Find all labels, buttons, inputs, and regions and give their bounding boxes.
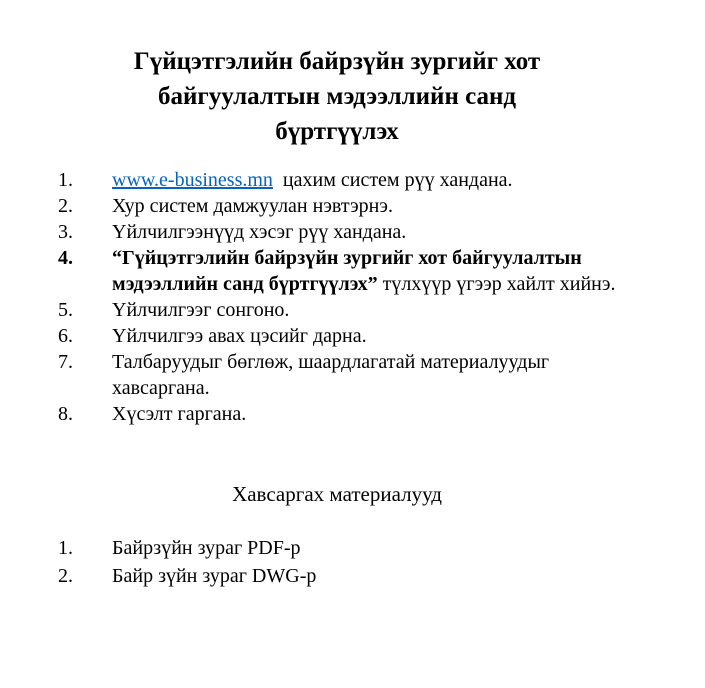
step-number: 4.	[58, 247, 73, 269]
page-title-line-1: Гүйцэтгэлийн байрзүйн зургийг хот	[133, 48, 541, 75]
step-number: 7.	[58, 351, 73, 373]
attachment-item-1	[30, 534, 644, 562]
document-page	[30, 0, 644, 590]
attachments-heading: Хавсаргах материалууд	[232, 482, 442, 506]
step-text-bold-segment: “Гүйцэтгэлийн байрзүйн зургийг хот байгуулалтын мэдээллийн санд бүртгүүлэх”	[112, 247, 582, 295]
step-text: Хүсэлт гаргана.	[112, 403, 247, 425]
step-text: Үйлчилгээг сонгоно.	[112, 299, 290, 321]
attachment-number: 2.	[58, 565, 73, 587]
step-item-1	[30, 167, 644, 193]
step-item-6	[30, 323, 644, 349]
attachment-number: 1.	[58, 537, 73, 559]
page-title-line-3: бүртгүүлэх	[275, 118, 399, 145]
page-title	[30, 44, 644, 149]
step-number: 8.	[58, 403, 73, 425]
step-text-regular-segment: түлхүүр үгээр хайлт хийнэ.	[377, 273, 616, 295]
step-text: Талбаруудыг бөглөж, шаардлагатай материалуудыг хавсаргана.	[112, 351, 550, 399]
step-item-5	[30, 297, 644, 323]
step-text: Үйлчилгээнүүд хэсэг рүү хандана.	[112, 221, 407, 243]
attachment-text: Байрзүйн зураг PDF-р	[112, 537, 301, 559]
e-business-link[interactable]: www.e-business.mn	[112, 169, 273, 191]
step-item-8	[30, 401, 644, 427]
step-text	[112, 167, 644, 193]
step-number: 1.	[58, 169, 73, 191]
step-number: 5.	[58, 299, 73, 321]
step-text: Үйлчилгээ авах цэсийг дарна.	[112, 325, 367, 347]
attachments-list	[30, 534, 644, 590]
step-item-3	[30, 219, 644, 245]
step-item-4	[30, 245, 644, 297]
attachment-item-2	[30, 562, 644, 590]
step-item-2	[30, 193, 644, 219]
page-title-line-2: байгуулалтын мэдээллийн санд	[157, 83, 517, 110]
step-text	[112, 245, 644, 297]
attachment-text: Байр зүйн зураг DWG-р	[112, 565, 317, 587]
step-number: 6.	[58, 325, 73, 347]
step-text: Хур систем дамжуулан нэвтэрнэ.	[112, 195, 393, 217]
step-item-7	[30, 349, 644, 401]
step-number: 3.	[58, 221, 73, 243]
step-number: 2.	[58, 195, 73, 217]
steps-list	[30, 167, 644, 427]
step-text-after-link: цахим систем рүү хандана.	[272, 169, 513, 191]
